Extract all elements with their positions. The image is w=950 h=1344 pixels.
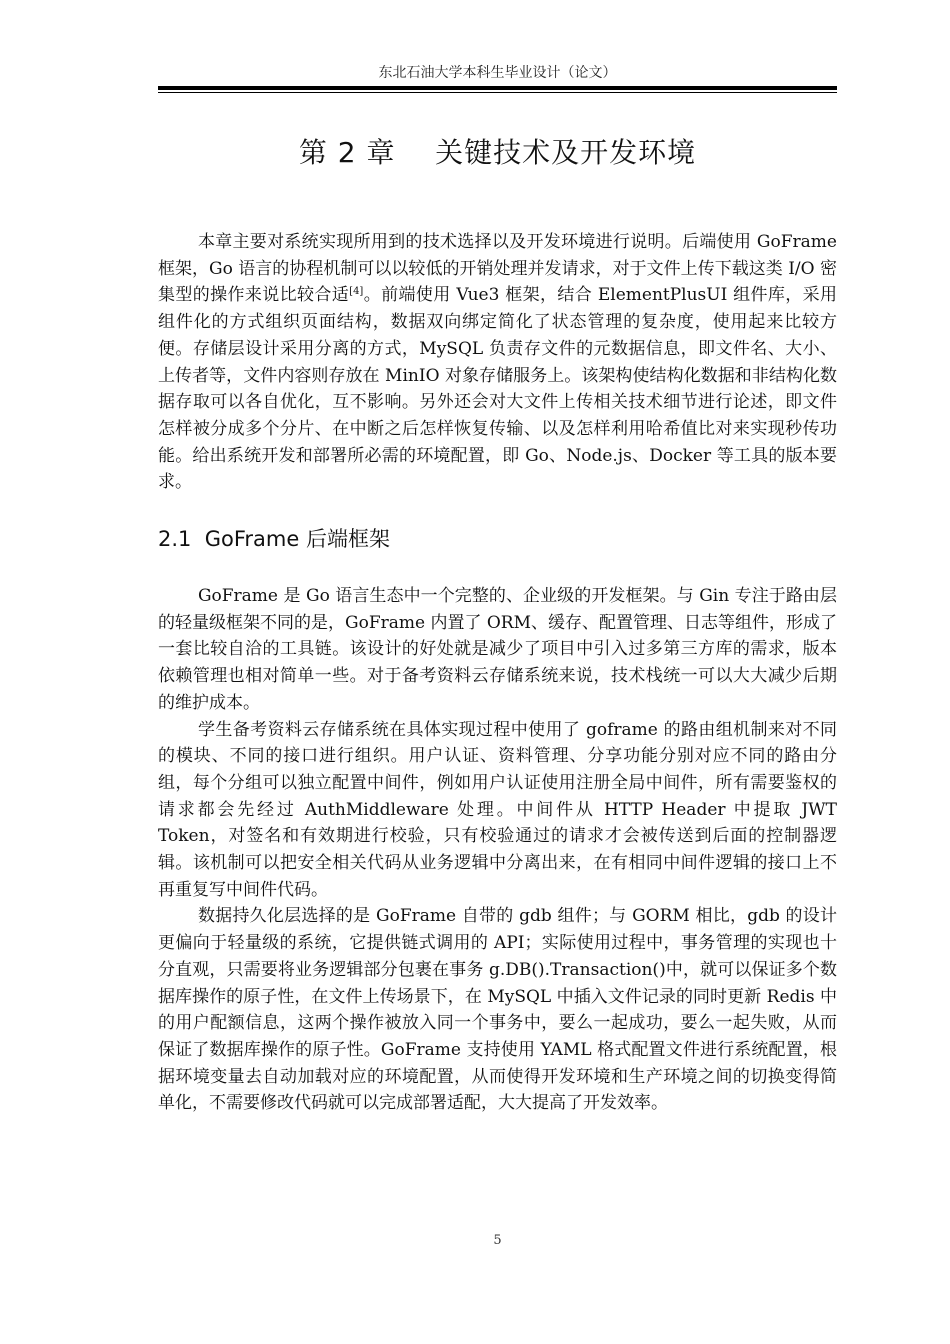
intro-text-after-citation: 。前端使用 Vue3 框架，结合 ElementPlusUI 组件库，采用组件化的方式组织页面结构，数据双向绑定简化了状态管理的复杂度，使用起来比较方便。存储层设计采用分离的方式，MySQL 负责存文件的元数据信息，即文件名、大小、上传者等，文件内容则存放在 MinIO 对象存储服务上。该架构使结构化数据和非结构化数据存取可以各自优化，互不影响。另外还会对大文件上传相关技术细节进行论述，即文件怎样被分成多个分片、在中断之后怎样恢复传输、以及怎样利用哈希值比对来实现秒传功能。给出系统开发和部署所必需的环境配置，即 Go、Node.js、Docker 等工具的版本要求。	[158, 285, 838, 493]
section-body	[158, 583, 837, 1117]
section-heading: 2.1 GoFrame 后端框架	[158, 527, 390, 551]
citation-marker: [4]	[349, 286, 364, 298]
intro-paragraph	[158, 229, 837, 496]
running-header: 东北石油大学本科生毕业设计（论文）	[378, 65, 617, 81]
page-number: 5	[493, 1233, 502, 1248]
chapter-title: 第 2 章 关键技术及开发环境	[298, 136, 697, 169]
section-paragraph-3: 数据持久化层选择的是 GoFrame 自带的 gdb 组件；与 GORM 相比，gdb 的设计更偏向于轻量级的系统，它提供链式调用的 API；实际使用过程中，事务管理的实现也十分直观，只需要将业务逻辑部分包裹在事务 g.DB().Transaction()中，就可以保证多个数据库操作的原子性，在文件上传场景下，在 MySQL 中插入文件记录的同时更新 Redis 中的用户配额信息，这两个操作被放入同一个事务中，要么一起成功，要么一起失败，从而保证了数据库操作的原子性。GoFrame 支持使用 YAML 格式配置文件进行系统配置，根据环境变量去自动加载对应的环境配置，从而使得开发环境和生产环境之间的切换变得简单化，不需要修改代码就可以完成部署适配，大大提高了开发效率。	[158, 906, 837, 1114]
intro-text-before-citation: 本章主要对系统实现所用到的技术选择以及开发环境进行说明。后端使用 GoFrame 框架，Go 语言的协程机制可以以较低的开销处理并发请求，对于文件上传下载这类 I/O 密集型的操作来说比较合适	[158, 232, 837, 306]
header-rule-thin	[158, 92, 837, 93]
chapter-intro	[158, 229, 837, 496]
section-paragraph-1: GoFrame 是 Go 语言生态中一个完整的、企业级的开发框架。与 Gin 专注于路由层的轻量级框架不同的是，GoFrame 内置了 ORM、缓存、配置管理、日志等组件，形成了一套比较自洽的工具链。该设计的好处就是减少了项目中引入过多第三方库的需求，版本依赖管理也相对简单一些。对于备考资料云存储系统来说，技术栈统一可以大大减少后期的维护成本。	[158, 586, 838, 713]
header-rule-thick	[158, 86, 837, 90]
section-paragraph-2: 学生备考资料云存储系统在具体实现过程中使用了 goframe 的路由组机制来对不同的模块、不同的接口进行组织。用户认证、资料管理、分享功能分别对应不同的路由分组，每个分组可以独立配置中间件，例如用户认证使用注册全局中间件，所有需要鉴权的请求都会先经过 AuthMiddleware 处理。中间件从 HTTP Header 中提取 JWT Token，对签名和有效期进行校验，只有校验通过的请求才会被传送到后面的控制器逻辑。该机制可以把安全相关代码从业务逻辑中分离出来，在有相同中间件逻辑的接口上不再重复写中间件代码。	[158, 719, 837, 900]
